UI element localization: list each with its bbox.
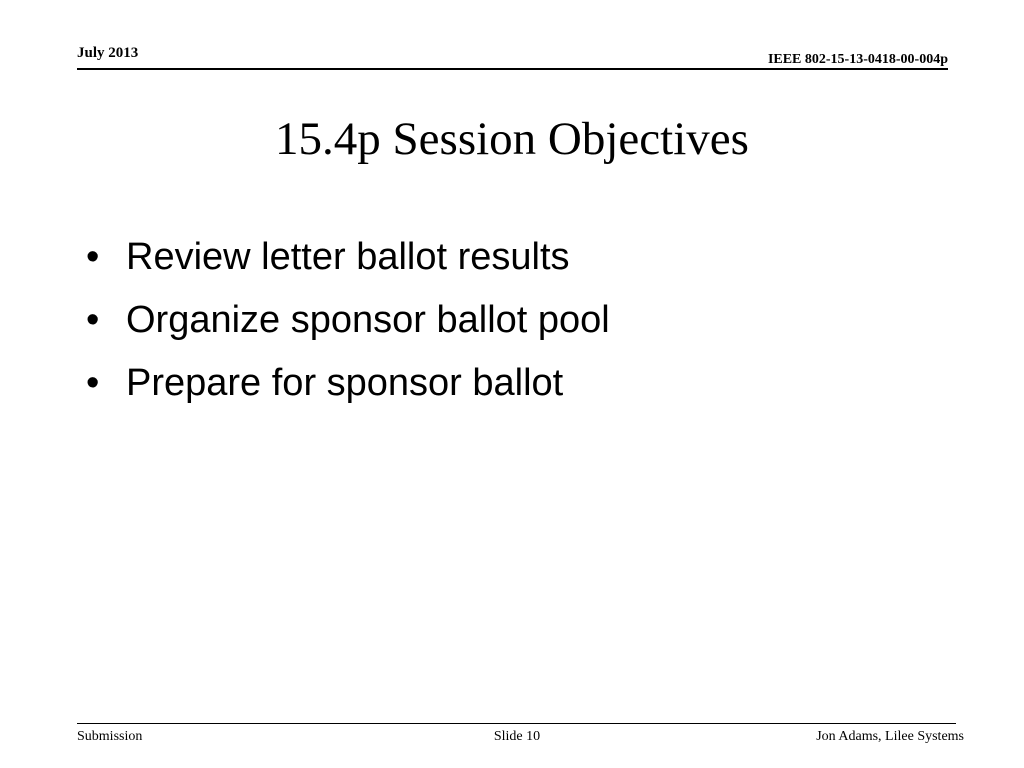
bullet-text: Prepare for sponsor ballot <box>126 362 564 404</box>
slide-title: 15.4p Session Objectives <box>275 113 749 165</box>
header-date: July 2013 <box>77 45 139 61</box>
bullet-list <box>86 228 966 417</box>
footer-author: Jon Adams, Lilee Systems <box>816 729 964 744</box>
header-divider <box>77 68 948 70</box>
bullet-item-prepare <box>86 354 966 417</box>
footer-slide-number: Slide 10 <box>493 729 541 744</box>
bullet-text: Organize sponsor ballot pool <box>126 299 610 341</box>
bullet-icon: • <box>86 236 100 278</box>
bullet-item-review <box>86 228 966 291</box>
bullet-text: Review letter ballot results <box>126 236 570 278</box>
footer-divider <box>77 723 956 724</box>
bullet-icon: • <box>86 299 100 341</box>
bullet-item-organize <box>86 291 966 354</box>
footer-submission: Submission <box>77 729 143 744</box>
header-document-id: IEEE 802-15-13-0418-00-004p <box>767 52 948 67</box>
bullet-icon: • <box>86 362 100 404</box>
